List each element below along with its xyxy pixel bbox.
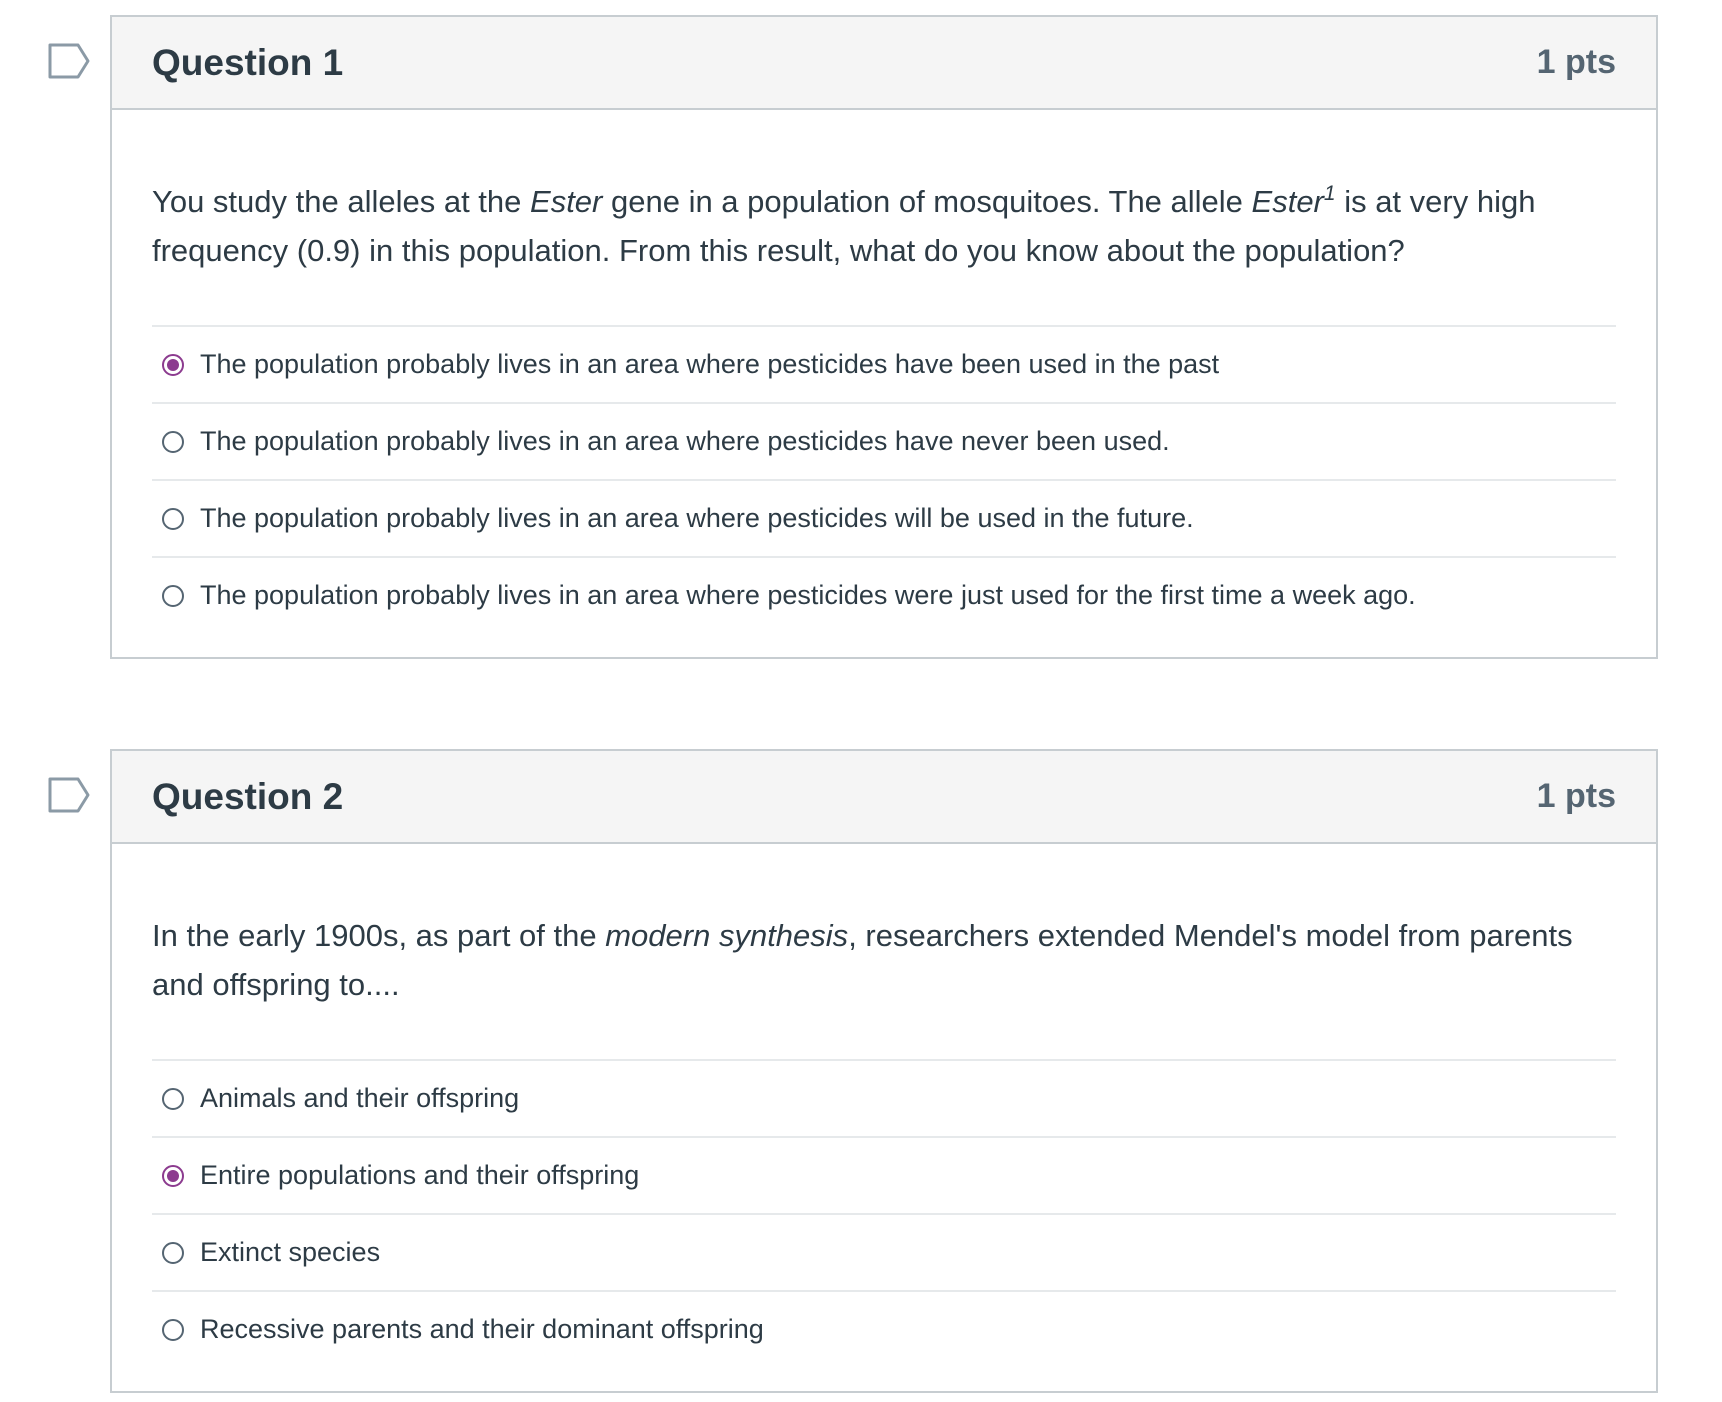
- answer-option[interactable]: [152, 1215, 1616, 1292]
- question-text-emphasis: Ester: [530, 184, 603, 219]
- answer-option[interactable]: [152, 481, 1616, 558]
- question-card: [110, 749, 1658, 1393]
- radio-button[interactable]: [162, 508, 184, 530]
- question-points: 1 pts: [1536, 777, 1616, 815]
- answer-label: The population probably lives in an area where pesticides have been used in the past: [200, 349, 1220, 379]
- radio-button[interactable]: [162, 354, 184, 376]
- answer-list: [152, 1059, 1616, 1367]
- answer-label: Extinct species: [200, 1237, 381, 1267]
- question-text-emphasis: modern synthesis: [605, 918, 849, 953]
- radio-button[interactable]: [162, 1242, 184, 1264]
- question-card: [110, 15, 1658, 659]
- question-title: Question 1: [152, 41, 344, 83]
- flag-question-icon[interactable]: [48, 43, 92, 79]
- answer-list: [152, 325, 1616, 633]
- question-text-part: In the early 1900s, as part of the: [152, 918, 606, 953]
- answer-option[interactable]: [152, 404, 1616, 481]
- answer-option[interactable]: [152, 327, 1616, 404]
- question-text: [152, 177, 1616, 275]
- question-text-part: is at very high frequency (0.9) in this population. From this result, what do you know about the population?: [152, 184, 1536, 268]
- radio-button[interactable]: [162, 1319, 184, 1341]
- question-text-part: gene in a population of mosquitoes. The allele: [602, 184, 1252, 219]
- answer-option[interactable]: [152, 1292, 1616, 1367]
- question-text-superscript: 1: [1323, 182, 1336, 205]
- radio-button[interactable]: [162, 1088, 184, 1110]
- question-points: 1 pts: [1536, 43, 1616, 81]
- answer-label: Entire populations and their offspring: [200, 1160, 640, 1190]
- answer-label: The population probably lives in an area where pesticides were just used for the first time a week ago.: [200, 580, 1416, 610]
- answer-label: The population probably lives in an area where pesticides will be used in the future.: [200, 503, 1194, 533]
- radio-button[interactable]: [162, 585, 184, 607]
- question-2: [110, 749, 1658, 1393]
- answer-option[interactable]: [152, 1138, 1616, 1215]
- radio-button[interactable]: [162, 1165, 184, 1187]
- answer-option[interactable]: [152, 558, 1616, 633]
- answer-option[interactable]: [152, 1061, 1616, 1138]
- question-text-emphasis: Ester: [1251, 184, 1324, 219]
- question-text-part: You study the alleles at the: [152, 184, 531, 219]
- question-1: [110, 15, 1658, 659]
- question-header: [112, 751, 1656, 844]
- question-header: [112, 17, 1656, 110]
- question-text-part: , researchers extended Mendel's model from parents and offspring to....: [152, 918, 1573, 1002]
- question-title: Question 2: [152, 775, 344, 817]
- question-text: [152, 911, 1616, 1009]
- answer-label: The population probably lives in an area where pesticides have never been used.: [200, 426, 1170, 456]
- answer-label: Animals and their offspring: [200, 1083, 520, 1113]
- answer-label: Recessive parents and their dominant offspring: [200, 1314, 764, 1344]
- flag-question-icon[interactable]: [48, 777, 92, 813]
- radio-button[interactable]: [162, 431, 184, 453]
